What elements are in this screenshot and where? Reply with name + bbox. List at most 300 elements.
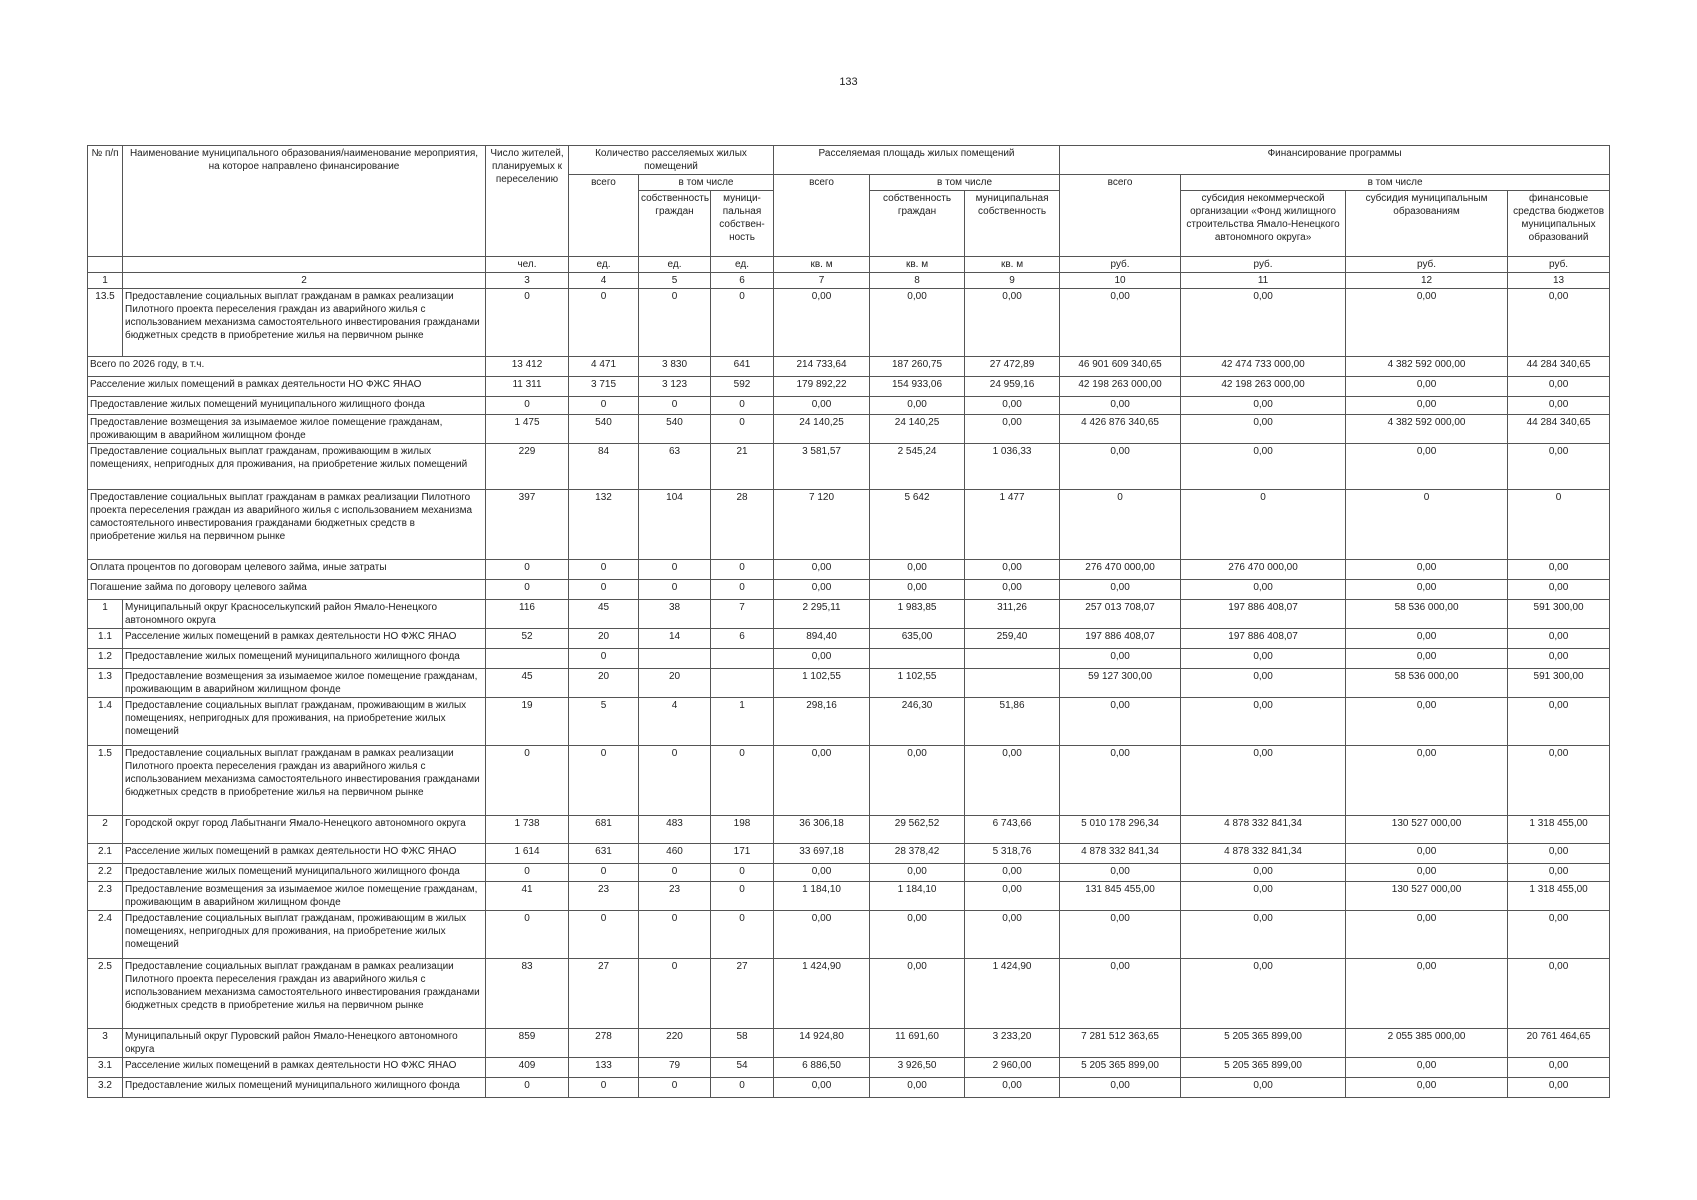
- value-cell: 0: [711, 415, 774, 444]
- value-cell: 0,00: [1346, 289, 1508, 357]
- value-cell: 7 281 512 363,65: [1060, 1029, 1181, 1058]
- table-row: [88, 1078, 1610, 1098]
- value-cell: 38: [639, 600, 711, 629]
- value-cell: 0: [639, 1078, 711, 1098]
- row-name: Всего по 2026 году, в т.ч.: [88, 357, 486, 377]
- value-cell: 27 472,89: [965, 357, 1060, 377]
- value-cell: 44 284 340,65: [1508, 415, 1610, 444]
- row-number: 3.2: [88, 1078, 123, 1098]
- col-number: 11: [1181, 273, 1346, 289]
- value-cell: 0,00: [1181, 698, 1346, 746]
- value-cell: 1 102,55: [774, 669, 870, 698]
- value-cell: 0,00: [1346, 911, 1508, 959]
- value-cell: 179 892,22: [774, 377, 870, 397]
- table-row: [88, 649, 1610, 669]
- value-cell: 21: [711, 444, 774, 490]
- value-cell: 0,00: [774, 746, 870, 816]
- header-area-total: всего: [774, 175, 870, 257]
- value-cell: 0,00: [965, 911, 1060, 959]
- row-name: Предоставление социальных выплат гражданам в рамках реализации Пилотного проекта переселения граждан из аварийного жилья с использованием механизма самостоятельного инвестирования гражданами бюджетных средств в приобретение жилья на первичном рынке: [123, 959, 486, 1029]
- value-cell: 0: [569, 864, 639, 882]
- value-cell: 24 140,25: [774, 415, 870, 444]
- value-cell: 0,00: [1508, 959, 1610, 1029]
- value-cell: 0,00: [965, 882, 1060, 911]
- row-number: 2.5: [88, 959, 123, 1029]
- col-number: 9: [965, 273, 1060, 289]
- value-cell: 0,00: [774, 289, 870, 357]
- value-cell: 104: [639, 490, 711, 560]
- row-number: 2.2: [88, 864, 123, 882]
- value-cell: 0,00: [774, 580, 870, 600]
- col-number: 4: [569, 273, 639, 289]
- value-cell: 0,00: [1181, 746, 1346, 816]
- value-cell: 0: [486, 560, 569, 580]
- value-cell: 0,00: [1060, 444, 1181, 490]
- row-name: Расселение жилых помещений в рамках деятельности НО ФЖС ЯНАО: [123, 1058, 486, 1078]
- value-cell: 116: [486, 600, 569, 629]
- unit-cell: руб.: [1181, 257, 1346, 273]
- value-cell: 0,00: [1508, 377, 1610, 397]
- value-cell: 0,00: [870, 397, 965, 415]
- value-cell: 0,00: [1060, 746, 1181, 816]
- value-cell: 0,00: [1508, 911, 1610, 959]
- value-cell: 397: [486, 490, 569, 560]
- value-cell: 0,00: [965, 560, 1060, 580]
- value-cell: 0,00: [1508, 1058, 1610, 1078]
- value-cell: 592: [711, 377, 774, 397]
- row-name: Предоставление жилых помещений муниципального жилищного фонда: [88, 397, 486, 415]
- value-cell: 0,00: [870, 560, 965, 580]
- value-cell: 28 378,42: [870, 844, 965, 864]
- value-cell: 0,00: [1060, 580, 1181, 600]
- value-cell: 3 715: [569, 377, 639, 397]
- value-cell: 0: [639, 397, 711, 415]
- value-cell: 0,00: [965, 746, 1060, 816]
- value-cell: 1 424,90: [965, 959, 1060, 1029]
- value-cell: 0: [569, 746, 639, 816]
- table-row: [88, 600, 1610, 629]
- value-cell: 171: [711, 844, 774, 864]
- header-area-munic: муниципальная собственность: [965, 191, 1060, 257]
- value-cell: 1 102,55: [870, 669, 965, 698]
- value-cell: 3 123: [639, 377, 711, 397]
- row-name: Предоставление жилых помещений муниципального жилищного фонда: [123, 1078, 486, 1098]
- value-cell: 28: [711, 490, 774, 560]
- value-cell: 460: [639, 844, 711, 864]
- value-cell: 36 306,18: [774, 816, 870, 844]
- value-cell: 591 300,00: [1508, 669, 1610, 698]
- unit-cell: ед.: [569, 257, 639, 273]
- value-cell: 0: [486, 397, 569, 415]
- row-name: Расселение жилых помещений в рамках деятельности НО ФЖС ЯНАО: [88, 377, 486, 397]
- table-row: [88, 959, 1610, 1029]
- value-cell: 19: [486, 698, 569, 746]
- value-cell: 130 527 000,00: [1346, 816, 1508, 844]
- value-cell: 1 184,10: [774, 882, 870, 911]
- value-cell: 20: [639, 669, 711, 698]
- value-cell: 3 233,20: [965, 1029, 1060, 1058]
- value-cell: 1 184,10: [870, 882, 965, 911]
- value-cell: 311,26: [965, 600, 1060, 629]
- value-cell: [870, 649, 965, 669]
- value-cell: 0,00: [870, 1078, 965, 1098]
- value-cell: 23: [639, 882, 711, 911]
- header-num: № п/п: [88, 146, 123, 257]
- value-cell: 0,00: [1181, 397, 1346, 415]
- table-row: [88, 560, 1610, 580]
- value-cell: 5 205 365 899,00: [1181, 1029, 1346, 1058]
- value-cell: 198: [711, 816, 774, 844]
- col-number: 10: [1060, 273, 1181, 289]
- table-row: [88, 580, 1610, 600]
- value-cell: 83: [486, 959, 569, 1029]
- units-row: [88, 257, 1610, 273]
- value-cell: 0: [711, 746, 774, 816]
- table-row: [88, 1029, 1610, 1058]
- value-cell: 0,00: [1346, 1078, 1508, 1098]
- value-cell: 894,40: [774, 629, 870, 649]
- table-row: [88, 444, 1610, 490]
- value-cell: 0: [569, 580, 639, 600]
- value-cell: 0: [486, 746, 569, 816]
- value-cell: 59 127 300,00: [1060, 669, 1181, 698]
- value-cell: 0: [639, 911, 711, 959]
- header-area-group: Расселяемая площадь жилых помещений: [774, 146, 1060, 175]
- value-cell: 1 318 455,00: [1508, 816, 1610, 844]
- col-number: 6: [711, 273, 774, 289]
- value-cell: 641: [711, 357, 774, 377]
- value-cell: 0: [639, 289, 711, 357]
- row-name: Предоставление социальных выплат гражданам в рамках реализации Пилотного проекта переселения граждан из аварийного жилья с использованием механизма самостоятельного инвестирования гражданами бюджетных средств в приобретение жилья на первичном рынке: [123, 289, 486, 357]
- unit-cell: руб.: [1060, 257, 1181, 273]
- table-row: [88, 669, 1610, 698]
- value-cell: 4 878 332 841,34: [1181, 816, 1346, 844]
- value-cell: [711, 649, 774, 669]
- value-cell: 591 300,00: [1508, 600, 1610, 629]
- value-cell: 220: [639, 1029, 711, 1058]
- value-cell: 0,00: [1060, 959, 1181, 1029]
- value-cell: 33 697,18: [774, 844, 870, 864]
- value-cell: 0,00: [1181, 1078, 1346, 1098]
- value-cell: 58 536 000,00: [1346, 600, 1508, 629]
- table-row: [88, 1058, 1610, 1078]
- value-cell: 4 471: [569, 357, 639, 377]
- value-cell: 24 140,25: [870, 415, 965, 444]
- value-cell: 540: [569, 415, 639, 444]
- value-cell: 681: [569, 816, 639, 844]
- header-subsidy-fund: субсидия некоммерческой организации «Фонд жилищного строительства Ямало-Ненецкого автономного округа»: [1181, 191, 1346, 257]
- column-numbers-row: [88, 273, 1610, 289]
- value-cell: 859: [486, 1029, 569, 1058]
- value-cell: 0,00: [774, 911, 870, 959]
- header-qty-group: Количество расселяемых жилых помещений: [569, 146, 774, 175]
- value-cell: 5 010 178 296,34: [1060, 816, 1181, 844]
- value-cell: 132: [569, 490, 639, 560]
- table-row: [88, 844, 1610, 864]
- value-cell: 1 036,33: [965, 444, 1060, 490]
- value-cell: 3 581,57: [774, 444, 870, 490]
- row-name: Предоставление возмещения за изымаемое жилое помещение гражданам, проживающим в аварийном жилищном фонде: [123, 882, 486, 911]
- value-cell: 0: [711, 911, 774, 959]
- col-number: 3: [486, 273, 569, 289]
- value-cell: 0,00: [1346, 444, 1508, 490]
- value-cell: 0,00: [1346, 746, 1508, 816]
- value-cell: [711, 669, 774, 698]
- row-name: Предоставление жилых помещений муниципального жилищного фонда: [123, 649, 486, 669]
- row-name: Предоставление возмещения за изымаемое жилое помещение гражданам, проживающим в аварийном жилищном фонде: [88, 415, 486, 444]
- value-cell: 1 738: [486, 816, 569, 844]
- value-cell: 0,00: [1060, 698, 1181, 746]
- table-body: [88, 289, 1610, 1098]
- value-cell: 3 830: [639, 357, 711, 377]
- value-cell: 298,16: [774, 698, 870, 746]
- value-cell: 0: [486, 911, 569, 959]
- header-fin-group: Финансирование программы: [1060, 146, 1610, 175]
- value-cell: 42 198 263 000,00: [1060, 377, 1181, 397]
- value-cell: 0: [486, 864, 569, 882]
- value-cell: 133: [569, 1058, 639, 1078]
- unit-cell: кв. м: [870, 257, 965, 273]
- value-cell: 13 412: [486, 357, 569, 377]
- value-cell: 29 562,52: [870, 816, 965, 844]
- header-area-own: собственность граждан: [870, 191, 965, 257]
- value-cell: 483: [639, 816, 711, 844]
- table-row: [88, 357, 1610, 377]
- value-cell: 5 205 365 899,00: [1060, 1058, 1181, 1078]
- value-cell: 0: [639, 580, 711, 600]
- row-name: Погашение займа по договору целевого займа: [88, 580, 486, 600]
- value-cell: 4 382 592 000,00: [1346, 415, 1508, 444]
- table-row: [88, 698, 1610, 746]
- unit-cell: кв. м: [774, 257, 870, 273]
- row-number: 3: [88, 1029, 123, 1058]
- row-number: 1: [88, 600, 123, 629]
- row-name: Оплата процентов по договорам целевого займа, иные затраты: [88, 560, 486, 580]
- row-name: Муниципальный округ Красноселькупский район Ямало-Ненецкого автономного округа: [123, 600, 486, 629]
- table-row: [88, 911, 1610, 959]
- header-qty-incl: в том числе: [639, 175, 774, 191]
- row-name: Предоставление социальных выплат гражданам, проживающим в жилых помещениях, непригодных для проживания, на приобретение жилых помещений: [123, 698, 486, 746]
- value-cell: 0: [486, 289, 569, 357]
- header-qty-munic: муници-пальная собствен-ность: [711, 191, 774, 257]
- value-cell: 0,00: [1181, 289, 1346, 357]
- value-cell: 0: [711, 1078, 774, 1098]
- value-cell: 0,00: [1181, 911, 1346, 959]
- row-name: Городской округ город Лабытнанги Ямало-Ненецкого автономного округа: [123, 816, 486, 844]
- value-cell: 0,00: [1181, 444, 1346, 490]
- value-cell: 0,00: [1508, 864, 1610, 882]
- value-cell: 0,00: [774, 560, 870, 580]
- value-cell: 5 642: [870, 490, 965, 560]
- header-qty-own: собственность граждан: [639, 191, 711, 257]
- value-cell: 0,00: [1346, 580, 1508, 600]
- row-number: 2.3: [88, 882, 123, 911]
- value-cell: 197 886 408,07: [1181, 600, 1346, 629]
- row-number: 1.1: [88, 629, 123, 649]
- value-cell: 58: [711, 1029, 774, 1058]
- header-qty-total: всего: [569, 175, 639, 257]
- value-cell: 0,00: [1508, 560, 1610, 580]
- value-cell: 1: [711, 698, 774, 746]
- value-cell: 4 426 876 340,65: [1060, 415, 1181, 444]
- value-cell: 20: [569, 629, 639, 649]
- value-cell: 197 886 408,07: [1060, 629, 1181, 649]
- value-cell: 2 545,24: [870, 444, 965, 490]
- value-cell: 276 470 000,00: [1181, 560, 1346, 580]
- value-cell: 0,00: [774, 864, 870, 882]
- value-cell: 0,00: [1346, 698, 1508, 746]
- value-cell: 7 120: [774, 490, 870, 560]
- value-cell: 0,00: [1181, 669, 1346, 698]
- value-cell: 0: [639, 560, 711, 580]
- value-cell: 0: [569, 649, 639, 669]
- value-cell: 259,40: [965, 629, 1060, 649]
- value-cell: 7: [711, 600, 774, 629]
- value-cell: 0,00: [1346, 959, 1508, 1029]
- value-cell: 0: [569, 1078, 639, 1098]
- value-cell: 0,00: [1346, 864, 1508, 882]
- value-cell: 0: [711, 864, 774, 882]
- table-row: [88, 289, 1610, 357]
- value-cell: 0,00: [1181, 580, 1346, 600]
- value-cell: 131 845 455,00: [1060, 882, 1181, 911]
- value-cell: 540: [639, 415, 711, 444]
- value-cell: 409: [486, 1058, 569, 1078]
- value-cell: 2 055 385 000,00: [1346, 1029, 1508, 1058]
- value-cell: 0,00: [965, 415, 1060, 444]
- value-cell: 0: [569, 289, 639, 357]
- value-cell: 0,00: [1508, 444, 1610, 490]
- unit-cell: ед.: [639, 257, 711, 273]
- value-cell: 45: [486, 669, 569, 698]
- value-cell: 24 959,16: [965, 377, 1060, 397]
- value-cell: 84: [569, 444, 639, 490]
- value-cell: 11 691,60: [870, 1029, 965, 1058]
- value-cell: 0: [711, 289, 774, 357]
- value-cell: 0: [1346, 490, 1508, 560]
- value-cell: 0,00: [870, 911, 965, 959]
- row-name: Предоставление жилых помещений муниципального жилищного фонда: [123, 864, 486, 882]
- value-cell: 0,00: [774, 397, 870, 415]
- value-cell: 0,00: [1060, 911, 1181, 959]
- row-number: 2.4: [88, 911, 123, 959]
- table-row: [88, 746, 1610, 816]
- table-row: [88, 415, 1610, 444]
- header-name: Наименование муниципального образования/наименование мероприятия, на которое направлено финансирование: [123, 146, 486, 257]
- value-cell: 0,00: [1508, 746, 1610, 816]
- value-cell: 2 295,11: [774, 600, 870, 629]
- value-cell: 45: [569, 600, 639, 629]
- row-name: Расселение жилых помещений в рамках деятельности НО ФЖС ЯНАО: [123, 629, 486, 649]
- value-cell: 246,30: [870, 698, 965, 746]
- value-cell: 0: [569, 560, 639, 580]
- header-area-incl: в том числе: [870, 175, 1060, 191]
- row-name: Предоставление социальных выплат гражданам в рамках реализации Пилотного проекта переселения граждан из аварийного жилья с использованием механизма самостоятельного инвестирования гражданами бюджетных средств в приобретение жилья на первичном рынке: [123, 746, 486, 816]
- value-cell: 27: [711, 959, 774, 1029]
- value-cell: 0: [569, 397, 639, 415]
- value-cell: 0,00: [1181, 415, 1346, 444]
- value-cell: 0: [711, 580, 774, 600]
- value-cell: [639, 649, 711, 669]
- value-cell: 0: [569, 911, 639, 959]
- row-number: 13.5: [88, 289, 123, 357]
- value-cell: 1 614: [486, 844, 569, 864]
- row-number: 1.2: [88, 649, 123, 669]
- value-cell: 0,00: [870, 864, 965, 882]
- value-cell: 0,00: [1508, 397, 1610, 415]
- value-cell: 0,00: [870, 289, 965, 357]
- row-name: Предоставление возмещения за изымаемое жилое помещение гражданам, проживающим в аварийном жилищном фонде: [123, 669, 486, 698]
- value-cell: 0,00: [1508, 629, 1610, 649]
- row-number: 3.1: [88, 1058, 123, 1078]
- value-cell: 214 733,64: [774, 357, 870, 377]
- table-row: [88, 864, 1610, 882]
- value-cell: 0,00: [870, 959, 965, 1029]
- value-cell: 0,00: [870, 746, 965, 816]
- value-cell: [965, 669, 1060, 698]
- value-cell: 0,00: [965, 289, 1060, 357]
- value-cell: 0,00: [1346, 844, 1508, 864]
- value-cell: 0: [711, 560, 774, 580]
- value-cell: 278: [569, 1029, 639, 1058]
- value-cell: 0,00: [1346, 649, 1508, 669]
- value-cell: 0: [639, 746, 711, 816]
- value-cell: 23: [569, 882, 639, 911]
- col-number: 5: [639, 273, 711, 289]
- value-cell: 79: [639, 1058, 711, 1078]
- value-cell: 0,00: [1060, 289, 1181, 357]
- value-cell: 54: [711, 1058, 774, 1078]
- value-cell: 0,00: [1346, 560, 1508, 580]
- value-cell: 20 761 464,65: [1508, 1029, 1610, 1058]
- header-subsidy-munic: субсидия муниципальным образованиям: [1346, 191, 1508, 257]
- value-cell: 5 318,76: [965, 844, 1060, 864]
- value-cell: 41: [486, 882, 569, 911]
- value-cell: 52: [486, 629, 569, 649]
- value-cell: 5 205 365 899,00: [1181, 1058, 1346, 1078]
- table-row: [88, 882, 1610, 911]
- value-cell: 0,00: [1346, 1058, 1508, 1078]
- value-cell: 187 260,75: [870, 357, 965, 377]
- page-number: 133: [839, 76, 858, 88]
- value-cell: 0: [639, 864, 711, 882]
- header-fin-budget: финансовые средства бюджетов муниципальных образований: [1508, 191, 1610, 257]
- row-number: 1.5: [88, 746, 123, 816]
- value-cell: 154 933,06: [870, 377, 965, 397]
- header-fin-incl: в том числе: [1181, 175, 1610, 191]
- table-row: [88, 490, 1610, 560]
- value-cell: 0: [486, 1078, 569, 1098]
- row-name: Предоставление социальных выплат гражданам, проживающим в жилых помещениях, непригодных для проживания, на приобретение жилых помещений: [88, 444, 486, 490]
- col-number: 8: [870, 273, 965, 289]
- value-cell: 46 901 609 340,65: [1060, 357, 1181, 377]
- value-cell: 0,00: [1060, 397, 1181, 415]
- value-cell: 0,00: [774, 649, 870, 669]
- value-cell: 0,00: [1181, 864, 1346, 882]
- header-residents: Число жителей, планируемых к переселению: [486, 146, 569, 257]
- value-cell: 2 960,00: [965, 1058, 1060, 1078]
- table-row: [88, 377, 1610, 397]
- header-fin-total: всего: [1060, 175, 1181, 257]
- resettlement-table: [87, 145, 1610, 1098]
- unit-cell: руб.: [1346, 257, 1508, 273]
- value-cell: 0: [639, 959, 711, 1029]
- value-cell: 1 318 455,00: [1508, 882, 1610, 911]
- value-cell: 1 477: [965, 490, 1060, 560]
- value-cell: 0,00: [1346, 629, 1508, 649]
- col-number: 12: [1346, 273, 1508, 289]
- col-number: 2: [123, 273, 486, 289]
